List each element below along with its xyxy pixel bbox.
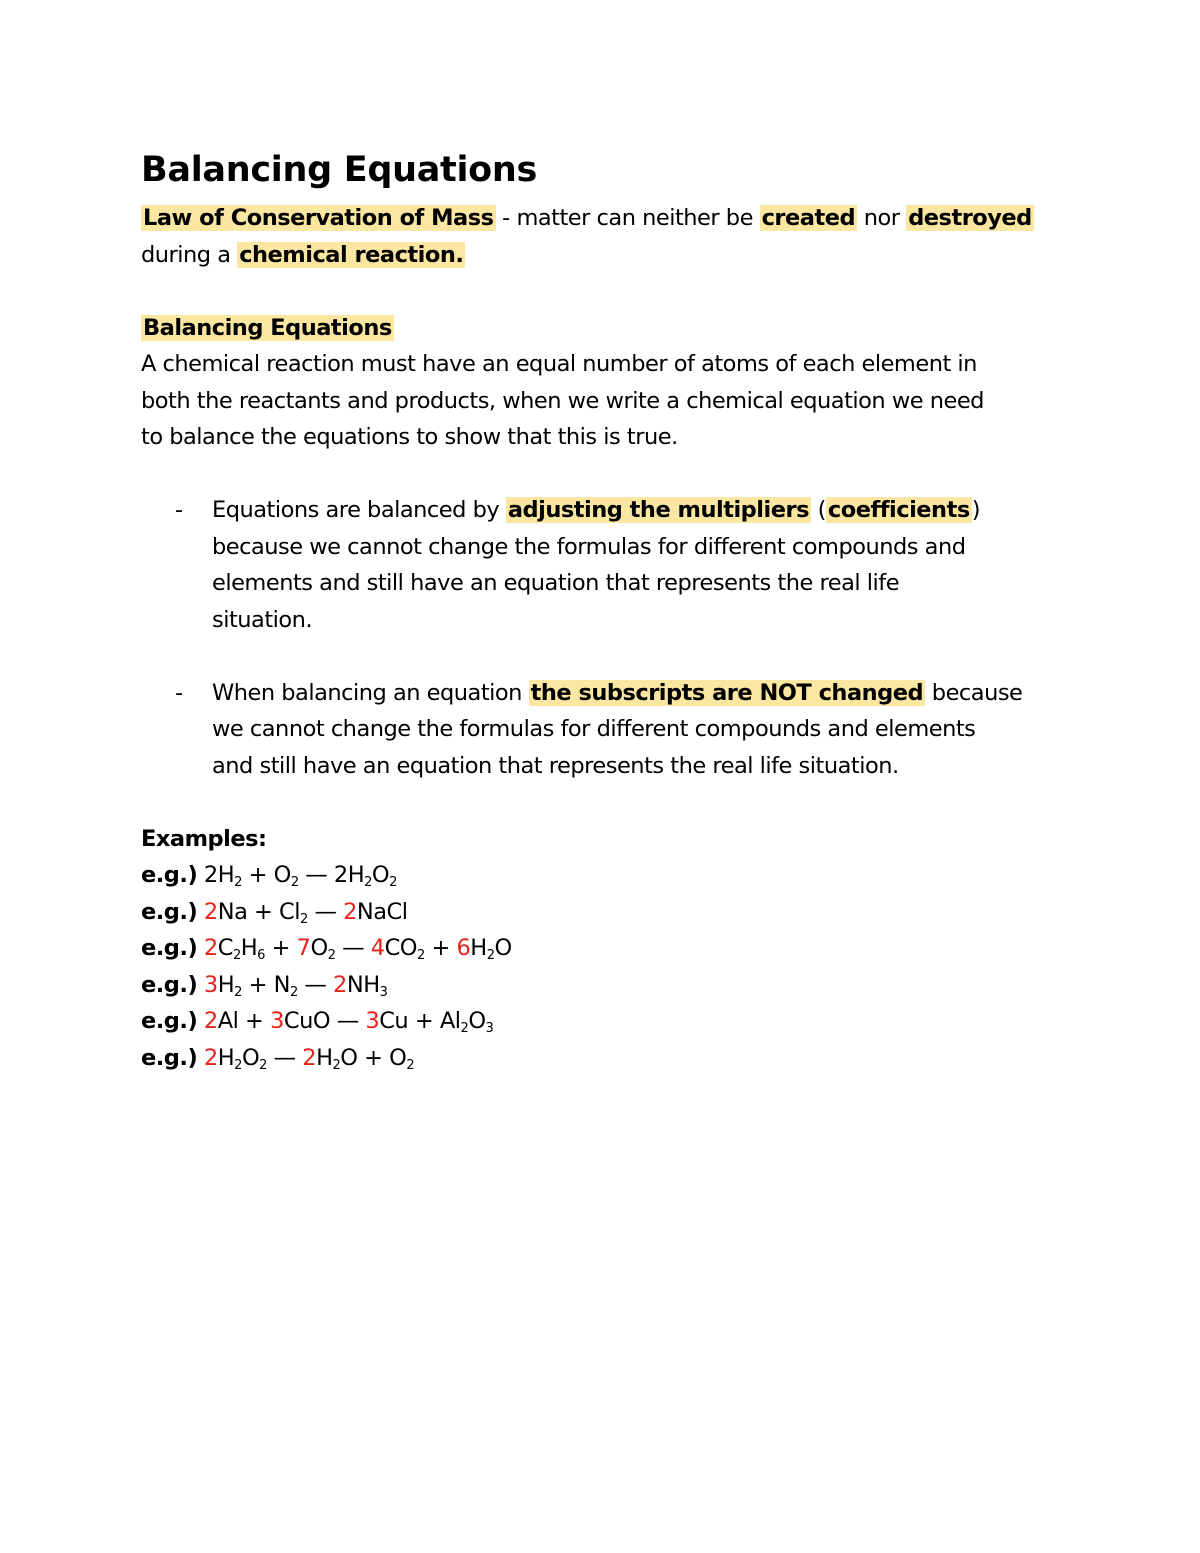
law-text-nor: nor [857,205,907,231]
coefficient: 2 [203,1044,218,1071]
spacer [141,273,1071,310]
example-prefix: e.g.) [141,862,198,888]
coefficient: 2 [302,1044,317,1071]
example-prefix: e.g.) [141,1044,198,1071]
subscript: 2 [417,948,425,963]
multipliers-highlight: adjusting the multipliers [507,497,809,523]
spacer [141,456,1071,493]
plus-sign: + [364,1044,383,1071]
eq-term: NH [346,971,380,998]
subscript: 2 [460,1021,469,1036]
bullet-dash: - [175,497,183,523]
yields-arrow: — [304,971,327,998]
plus-sign: + [248,862,267,888]
section-heading-highlight: Balancing Equations [143,314,392,341]
spacer [141,638,1071,675]
bullet-text: Equations are balanced by [212,497,506,523]
document-page [141,140,1071,1076]
plus-sign: + [245,1008,264,1034]
example-equation [141,857,1071,894]
subscript: 3 [379,984,388,1000]
example-prefix: e.g.) [141,935,198,961]
bullet-line: because we cannot change the formulas for different compounds and [212,533,966,560]
yields-arrow: — [305,862,328,888]
bullet-text: When balancing an equation [212,679,529,706]
bullet-text: because [925,679,1023,706]
coefficient: 4 [370,935,385,961]
plus-sign: + [431,935,450,961]
eq-term: Na [217,898,248,925]
eq-term: 2H [203,862,235,888]
subscript: 2 [406,1057,415,1073]
eq-term: O [468,1008,486,1034]
plus-sign: + [254,898,273,925]
eq-term: Al [439,1008,461,1034]
yields-arrow: — [273,1044,296,1071]
eq-term: O [241,1044,260,1071]
bullet-item-subscripts [141,675,1071,785]
eq-term: C [217,935,233,961]
coefficient: 2 [333,971,347,998]
eq-term: N [273,971,290,998]
subscript: 2 [327,948,336,963]
coefficient: 6 [456,935,471,961]
eq-term: Al [217,1008,239,1034]
coefficient: 3 [203,971,218,998]
subscript: 2 [389,875,397,890]
subscript: 2 [259,1057,267,1073]
coefficients-highlight: coefficients [827,497,970,523]
eq-term: 2H [333,862,365,888]
subscript: 2 [290,875,299,890]
example-equation [141,930,1071,967]
eq-term: O [273,862,291,888]
eq-term: CO [384,935,417,961]
yields-arrow: — [342,935,365,961]
law-text-during: during a [141,241,238,268]
law-term-highlight: Law of Conservation of Mass [143,205,494,231]
section-line: to balance the equations to show that this is true. [141,424,678,450]
subscript: 2 [234,984,242,1000]
examples-heading: Examples: [141,825,267,852]
destroyed-highlight: destroyed [908,205,1032,231]
bullet-line: we cannot change the formulas for different compounds and elements [212,716,976,742]
eq-term: NaCl [356,898,408,925]
bullet-line: elements and still have an equation that represents the real life [212,570,900,596]
eq-term: O [310,935,328,961]
coefficient: 7 [296,935,311,961]
plus-sign: + [271,935,290,961]
section-line: both the reactants and products, when we write a chemical equation we need [141,387,984,414]
bullet-text: ( [810,497,826,523]
eq-term: Cl [279,898,300,925]
bullet-text: ) [971,497,981,523]
spacer [141,784,1071,821]
example-equation [141,894,1071,931]
eq-term: H [240,935,258,961]
example-prefix: e.g.) [141,898,198,925]
law-paragraph [141,200,1071,237]
example-prefix: e.g.) [141,971,198,998]
eq-term: H [217,971,235,998]
law-paragraph-line2 [141,237,1071,274]
eq-term: O [371,862,390,888]
eq-term: H [217,1044,235,1071]
subscript: 2 [486,948,495,963]
bullet-dash: - [175,679,183,706]
bullet-line [212,675,1071,712]
yields-arrow: — [336,1008,359,1034]
eq-term: O [340,1044,358,1071]
subscript: 2 [332,1057,341,1073]
subscript: 2 [364,875,372,890]
subscript: 2 [234,1057,242,1073]
bullet-line [212,492,1071,529]
coefficient: 2 [203,898,218,925]
eq-term: CuO [283,1008,331,1034]
eq-term: Cu [379,1008,409,1034]
subscript: 6 [257,948,265,963]
subscript: 2 [300,911,308,927]
subscript: 2 [234,875,242,890]
eq-term: H [316,1044,333,1071]
plus-sign: + [414,1008,434,1034]
chemical-reaction-highlight: chemical reaction. [239,241,464,268]
page-title: Balancing Equations [141,150,538,190]
section-heading [141,310,1071,347]
coefficient: 2 [343,898,357,925]
coefficient: 2 [203,1008,218,1034]
subscript: 3 [485,1021,494,1036]
example-equation [141,1003,1071,1040]
law-text: - matter can neither be [495,205,760,231]
yields-arrow: — [314,898,337,925]
bullet-line: and still have an equation that represents the real life situation. [212,752,899,779]
subscripts-highlight: the subscripts are NOT changed [530,679,924,706]
example-prefix: e.g.) [141,1008,198,1034]
section-line: A chemical reaction must have an equal number of atoms of each element in [141,351,977,377]
plus-sign: + [248,971,267,998]
subscript: 2 [289,984,298,1000]
created-highlight: created [761,205,856,231]
subscript: 2 [232,948,241,963]
coefficient: 2 [203,935,218,961]
bullet-line: situation. [212,606,313,633]
eq-term: O [389,1044,407,1071]
example-equation [141,1040,1071,1077]
bullet-item-coefficients [141,492,1071,638]
coefficient: 3 [365,1008,380,1034]
example-equation [141,967,1071,1004]
coefficient: 3 [270,1008,284,1034]
eq-term: O [494,935,512,961]
eq-term: H [470,935,487,961]
